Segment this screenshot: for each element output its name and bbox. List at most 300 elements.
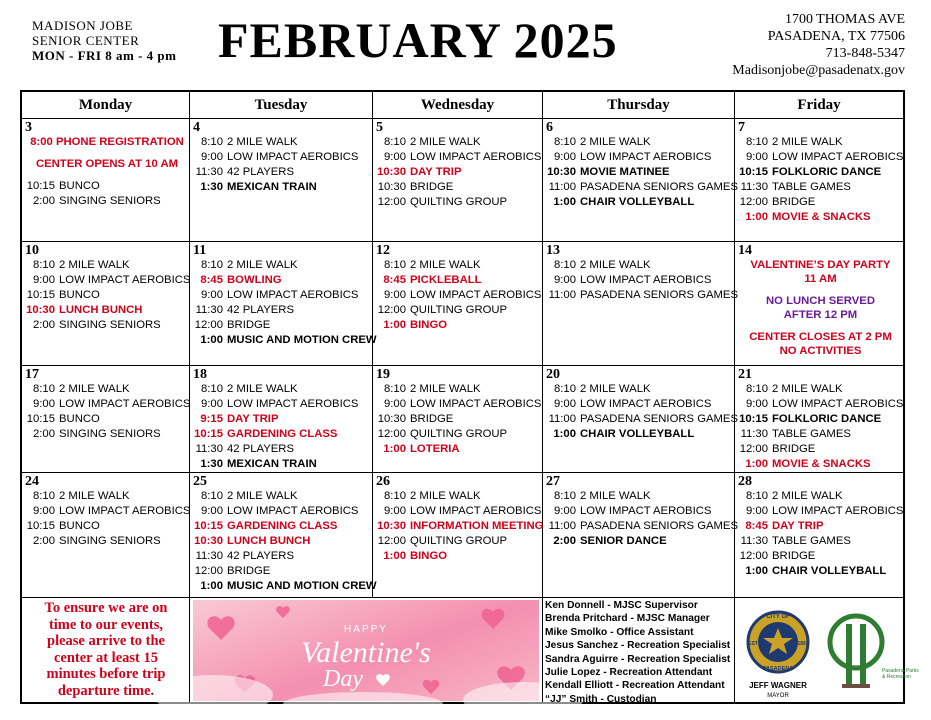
day-cell bbox=[190, 119, 372, 241]
seal-year: 1893 bbox=[797, 641, 809, 647]
event-name: GARDENING CLASS bbox=[227, 520, 338, 532]
event-time: 12:00 bbox=[194, 565, 223, 577]
event bbox=[546, 150, 734, 165]
day-header-thursday: Thursday bbox=[607, 96, 670, 113]
event-time: 8:45 bbox=[200, 274, 223, 286]
event bbox=[738, 504, 903, 519]
event-time: 8:10 bbox=[554, 259, 576, 271]
event-name: BUNCO bbox=[59, 180, 100, 192]
event bbox=[193, 150, 372, 165]
event bbox=[738, 397, 903, 412]
event-time: 8:10 bbox=[33, 383, 55, 395]
event bbox=[546, 258, 734, 273]
event-time: 8:10 bbox=[33, 259, 55, 271]
day-header-tuesday: Tuesday bbox=[254, 96, 308, 113]
event bbox=[193, 288, 372, 303]
event bbox=[193, 457, 372, 472]
event-name: LOW IMPACT AEROBICS bbox=[410, 398, 542, 410]
event bbox=[376, 303, 542, 318]
event-time: 10:15 bbox=[26, 289, 55, 301]
event-time: 9:00 bbox=[554, 505, 576, 517]
event bbox=[376, 549, 542, 564]
event bbox=[193, 534, 372, 549]
event bbox=[546, 534, 734, 549]
event-name: SINGING SENIORS bbox=[59, 428, 161, 440]
seal-bottom-text: PASADENA bbox=[762, 666, 794, 672]
event bbox=[25, 504, 189, 519]
day-cell bbox=[373, 473, 542, 597]
event bbox=[193, 382, 372, 397]
event bbox=[738, 210, 903, 225]
event bbox=[25, 194, 189, 209]
event-time: 11:00 bbox=[548, 413, 576, 425]
event-time: 8:45 bbox=[383, 274, 406, 286]
event bbox=[25, 288, 189, 303]
event-time: 1:30 bbox=[200, 181, 223, 193]
event-name: 2 MILE WALK bbox=[580, 490, 651, 502]
day-cell bbox=[373, 119, 542, 241]
event bbox=[546, 504, 734, 519]
date-number: 25 bbox=[193, 474, 207, 489]
event-name: BRIDGE bbox=[227, 565, 271, 577]
day-cell bbox=[373, 242, 542, 365]
event-time: 1:00 bbox=[200, 334, 223, 346]
event-name: LOW IMPACT AEROBICS bbox=[59, 398, 191, 410]
event bbox=[25, 303, 189, 318]
event-name: FOLKLORIC DANCE bbox=[772, 166, 882, 178]
spacer bbox=[738, 322, 903, 330]
heart-icon bbox=[423, 680, 439, 694]
day-cell bbox=[543, 473, 738, 597]
event bbox=[193, 489, 372, 504]
date-number: 14 bbox=[738, 243, 752, 258]
staff-member: Brenda Pritchard - MJSC Manager bbox=[545, 613, 710, 625]
event-name: TABLE GAMES bbox=[772, 535, 851, 547]
event-name: PASADENA SENIORS GAMES bbox=[580, 181, 738, 193]
event-name: BUNCO bbox=[59, 289, 100, 301]
event-name: DAY TRIP bbox=[772, 520, 824, 532]
center-info bbox=[32, 18, 176, 63]
event-time: 8:10 bbox=[746, 490, 768, 502]
event-name: 2 MILE WALK bbox=[227, 490, 298, 502]
event-name: MOVIE MATINEE bbox=[580, 166, 670, 178]
event-time: 12:00 bbox=[194, 319, 223, 331]
event-name: BINGO bbox=[410, 550, 448, 562]
cell-notice: NO LUNCH SERVED bbox=[765, 295, 875, 307]
date-number: 6 bbox=[546, 120, 553, 135]
event-time: 9:00 bbox=[201, 398, 223, 410]
event-name: MOVIE & SNACKS bbox=[772, 211, 871, 223]
staff-member: Sandra Aguirre - Recreation Specialist bbox=[545, 653, 731, 665]
event-time: 9:00 bbox=[201, 505, 223, 517]
event bbox=[546, 195, 734, 210]
event-time: 11:30 bbox=[195, 550, 223, 562]
event bbox=[546, 412, 738, 427]
event-time: 9:00 bbox=[201, 151, 223, 163]
event-name: QUILTING GROUP bbox=[410, 304, 508, 316]
event-time: 10:15 bbox=[26, 520, 55, 532]
event-name: 42 PLAYERS bbox=[227, 166, 294, 178]
event-name: 2 MILE WALK bbox=[410, 136, 481, 148]
event bbox=[738, 180, 903, 195]
event-name: 2 MILE WALK bbox=[227, 383, 298, 395]
parks-recreation-logo bbox=[826, 606, 919, 700]
event bbox=[25, 318, 189, 333]
event-time: 1:00 bbox=[553, 428, 576, 440]
event bbox=[25, 273, 189, 288]
event-name: LOW IMPACT AEROBICS bbox=[772, 151, 904, 163]
event-time: 12:00 bbox=[739, 443, 768, 455]
date-number: 24 bbox=[25, 474, 39, 489]
event-name: 2 MILE WALK bbox=[59, 490, 130, 502]
event bbox=[376, 195, 542, 210]
staff-member: Ken Donnell - MJSC Supervisor bbox=[545, 600, 698, 611]
cell-notice: AFTER 12 PM bbox=[783, 309, 858, 321]
event-time: 2:00 bbox=[33, 195, 55, 207]
event bbox=[193, 135, 372, 150]
event-time: 11:00 bbox=[548, 520, 576, 532]
event-name: LOW IMPACT AEROBICS bbox=[227, 398, 359, 410]
event-time: 10:15 bbox=[26, 180, 55, 192]
event-name: SINGING SENIORS bbox=[59, 535, 161, 547]
event-time: 9:00 bbox=[746, 151, 768, 163]
event-name: 2 MILE WALK bbox=[772, 383, 843, 395]
event bbox=[546, 427, 734, 442]
event bbox=[193, 549, 372, 564]
event bbox=[376, 165, 542, 180]
event bbox=[546, 165, 734, 180]
event-time: 1:00 bbox=[383, 319, 406, 331]
event bbox=[738, 534, 903, 549]
event bbox=[738, 135, 903, 150]
event-time: 11:30 bbox=[195, 443, 223, 455]
cell-notice: 11 AM bbox=[804, 273, 837, 285]
event-name: QUILTING GROUP bbox=[410, 535, 508, 547]
event-time: 9:00 bbox=[746, 398, 768, 410]
arrival-notice-line: center at least 15 bbox=[53, 649, 158, 666]
event-time: 1:00 bbox=[553, 196, 576, 208]
event-time: 10:15 bbox=[194, 428, 223, 440]
valentines-banner bbox=[193, 600, 539, 701]
event-time: 1:00 bbox=[200, 580, 223, 592]
event bbox=[738, 549, 903, 564]
staff-member: Jesus Sanchez - Recreation Specialist bbox=[545, 640, 731, 652]
event-name: LOW IMPACT AEROBICS bbox=[410, 151, 542, 163]
event-name: MEXICAN TRAIN bbox=[227, 458, 317, 470]
day-cell bbox=[22, 119, 189, 241]
event-time: 1:00 bbox=[745, 565, 768, 577]
event-time: 9:00 bbox=[33, 398, 55, 410]
event bbox=[193, 397, 372, 412]
day-cell bbox=[373, 366, 542, 472]
event-name: BUNCO bbox=[59, 520, 100, 532]
event bbox=[25, 382, 189, 397]
event-name: MOVIE & SNACKS bbox=[772, 458, 871, 470]
event-name: 2 MILE WALK bbox=[580, 383, 651, 395]
event-name: BOWLING bbox=[227, 274, 282, 286]
event bbox=[738, 519, 903, 534]
parks-bar-right bbox=[860, 624, 866, 684]
event bbox=[193, 427, 372, 442]
arrival-notice bbox=[26, 600, 186, 699]
address-line2: PASADENA, TX 77506 bbox=[767, 29, 905, 44]
event-time: 9:00 bbox=[554, 151, 576, 163]
heart-icon bbox=[482, 609, 505, 629]
event-name: LUNCH BUNCH bbox=[59, 304, 143, 316]
event-time: 1:00 bbox=[745, 211, 768, 223]
event bbox=[738, 427, 903, 442]
staff-member: Julie Lopez - Recreation Attendant bbox=[545, 667, 713, 679]
event-name: BUNCO bbox=[59, 413, 100, 425]
event bbox=[193, 442, 372, 457]
event bbox=[738, 165, 903, 180]
event-name: LOW IMPACT AEROBICS bbox=[227, 151, 359, 163]
event-name: QUILTING GROUP bbox=[410, 428, 508, 440]
day-header-friday: Friday bbox=[797, 96, 841, 113]
org-name-line2: SENIOR CENTER bbox=[32, 33, 140, 48]
page-title: FEBRUARY 2025 bbox=[218, 12, 618, 68]
event bbox=[25, 412, 189, 427]
banner-happy: HAPPY bbox=[344, 624, 388, 635]
event bbox=[376, 397, 542, 412]
date-number: 11 bbox=[193, 243, 207, 258]
event-name: BRIDGE bbox=[410, 413, 454, 425]
event-time: 9:00 bbox=[33, 274, 55, 286]
event-name: QUILTING GROUP bbox=[410, 196, 508, 208]
event-name: 2 MILE WALK bbox=[59, 259, 130, 271]
day-cell bbox=[190, 473, 377, 597]
event bbox=[193, 564, 372, 579]
event bbox=[193, 258, 372, 273]
event-time: 12:00 bbox=[377, 304, 406, 316]
date-number: 3 bbox=[25, 120, 32, 135]
event-name: 2 MILE WALK bbox=[410, 383, 481, 395]
event-name: PICKLEBALL bbox=[410, 274, 482, 286]
event-time: 11:30 bbox=[740, 181, 768, 193]
event-time: 9:00 bbox=[33, 505, 55, 517]
arrival-notice-line: time to our events, bbox=[48, 616, 164, 633]
event-time: 8:10 bbox=[201, 136, 223, 148]
event-time: 2:00 bbox=[33, 428, 55, 440]
event-time: 11:00 bbox=[548, 289, 576, 301]
event bbox=[376, 382, 542, 397]
event-time: 8:45 bbox=[745, 520, 768, 532]
event bbox=[193, 273, 372, 288]
parks-text-2: & Recreation bbox=[882, 674, 911, 680]
event-time: 10:30 bbox=[26, 304, 55, 316]
day-cell bbox=[190, 366, 372, 472]
event bbox=[738, 457, 903, 472]
event-time: 2:00 bbox=[33, 319, 55, 331]
event-time: 8:10 bbox=[201, 490, 223, 502]
banner-day: Day bbox=[323, 666, 363, 692]
event bbox=[376, 273, 542, 288]
event bbox=[193, 165, 372, 180]
day-cell bbox=[735, 119, 903, 241]
event-name: 2 MILE WALK bbox=[59, 383, 130, 395]
event bbox=[738, 195, 903, 210]
event-time: 9:00 bbox=[384, 151, 406, 163]
event-name: TABLE GAMES bbox=[772, 428, 851, 440]
arrival-notice-line: To ensure we are on bbox=[44, 600, 168, 616]
event-time: 8:10 bbox=[746, 383, 768, 395]
event bbox=[193, 333, 377, 348]
event-name: BRIDGE bbox=[410, 181, 454, 193]
date-number: 20 bbox=[546, 367, 560, 382]
event-name: MEXICAN TRAIN bbox=[227, 181, 317, 193]
event bbox=[376, 442, 542, 457]
date-number: 18 bbox=[193, 367, 207, 382]
event-time: 12:00 bbox=[377, 535, 406, 547]
event bbox=[376, 318, 542, 333]
day-header-monday: Monday bbox=[78, 96, 133, 113]
event bbox=[546, 273, 734, 288]
day-cell bbox=[22, 473, 189, 597]
event-time: 1:00 bbox=[383, 443, 406, 455]
org-name-line1: MADISON JOBE bbox=[32, 18, 133, 33]
event-time: 1:30 bbox=[200, 458, 223, 470]
event-name: BINGO bbox=[410, 319, 448, 331]
day-cell bbox=[190, 242, 377, 365]
event-time: 1:00 bbox=[383, 550, 406, 562]
event bbox=[193, 519, 372, 534]
event-time: 11:00 bbox=[548, 181, 576, 193]
day-cell bbox=[22, 366, 189, 472]
event bbox=[25, 258, 189, 273]
event-name: 2 MILE WALK bbox=[227, 136, 298, 148]
event-time: 8:10 bbox=[384, 136, 406, 148]
event-time: 11:30 bbox=[740, 535, 768, 547]
event-time: 10:30 bbox=[377, 413, 406, 425]
city-seal-logo bbox=[738, 606, 822, 700]
event-name: LOW IMPACT AEROBICS bbox=[580, 505, 712, 517]
staff-list bbox=[545, 599, 730, 706]
event-time: 11:30 bbox=[195, 166, 223, 178]
cell-notice: 8:00 PHONE REGISTRATION bbox=[30, 136, 184, 148]
event-time: 9:00 bbox=[746, 505, 768, 517]
event bbox=[25, 179, 189, 194]
event-name: 2 MILE WALK bbox=[410, 490, 481, 502]
event bbox=[546, 288, 738, 303]
week-rule bbox=[22, 597, 903, 598]
event-name: LOW IMPACT AEROBICS bbox=[410, 289, 542, 301]
event-name: LOTERIA bbox=[410, 443, 460, 455]
spacer bbox=[738, 286, 903, 294]
date-number: 4 bbox=[193, 120, 200, 135]
arrival-notice-line: please arrive to the bbox=[47, 633, 165, 649]
event bbox=[738, 442, 903, 457]
day-cell bbox=[543, 119, 738, 241]
event-name: LOW IMPACT AEROBICS bbox=[580, 274, 712, 286]
event-time: 2:00 bbox=[33, 535, 55, 547]
day-cell bbox=[543, 242, 738, 365]
event-name: LOW IMPACT AEROBICS bbox=[772, 505, 904, 517]
event-name: GARDENING CLASS bbox=[227, 428, 338, 440]
event-name: FOLKLORIC DANCE bbox=[772, 413, 882, 425]
event bbox=[738, 564, 903, 579]
event bbox=[376, 258, 542, 273]
event bbox=[376, 489, 542, 504]
event-name: BRIDGE bbox=[772, 196, 816, 208]
event-name: PASADENA SENIORS GAMES bbox=[580, 289, 738, 301]
banner-valentines: Valentine's bbox=[301, 636, 431, 669]
event-name: LOW IMPACT AEROBICS bbox=[227, 505, 359, 517]
arrival-notice-line: minutes before trip bbox=[46, 666, 166, 682]
email: Madisonjobe@pasadenatx.gov bbox=[732, 63, 905, 78]
event bbox=[738, 382, 903, 397]
calendar-grid bbox=[20, 90, 919, 705]
heart-icon bbox=[376, 674, 390, 686]
parks-text-1: Pasadena Parks bbox=[882, 668, 919, 674]
event-name: LOW IMPACT AEROBICS bbox=[59, 274, 191, 286]
date-number: 28 bbox=[738, 474, 752, 489]
spacer bbox=[25, 149, 189, 157]
event-name: 2 MILE WALK bbox=[772, 490, 843, 502]
event-time: 8:10 bbox=[201, 383, 223, 395]
event bbox=[738, 150, 903, 165]
event-time: 9:00 bbox=[384, 398, 406, 410]
staff-member: “JJ” Smith - Custodian bbox=[545, 693, 657, 705]
event bbox=[546, 489, 734, 504]
event bbox=[25, 489, 189, 504]
cell-notice: CENTER CLOSES AT 2 PM bbox=[749, 331, 892, 343]
event-name: CHAIR VOLLEYBALL bbox=[580, 196, 695, 208]
event-time: 8:10 bbox=[746, 136, 768, 148]
event bbox=[193, 504, 372, 519]
event bbox=[546, 180, 738, 195]
event-name: 2 MILE WALK bbox=[580, 136, 651, 148]
event bbox=[193, 412, 372, 427]
event-name: 42 PLAYERS bbox=[227, 550, 294, 562]
day-cell bbox=[735, 242, 903, 365]
event bbox=[376, 135, 542, 150]
hours: MON - FRI 8 am - 4 pm bbox=[32, 48, 177, 63]
event-name: TABLE GAMES bbox=[772, 181, 851, 193]
event bbox=[376, 412, 542, 427]
event-time: 9:00 bbox=[201, 289, 223, 301]
event-name: MUSIC AND MOTION CREW bbox=[227, 334, 377, 346]
event-time: 11:30 bbox=[740, 428, 768, 440]
phone: 713-848-5347 bbox=[825, 46, 905, 61]
date-number: 19 bbox=[376, 367, 390, 382]
parks-ring bbox=[830, 616, 882, 668]
event-time: 8:10 bbox=[384, 259, 406, 271]
day-header-wednesday: Wednesday bbox=[420, 96, 495, 113]
event bbox=[193, 318, 372, 333]
event-name: BRIDGE bbox=[772, 443, 816, 455]
arrival-notice-line: departure time. bbox=[57, 682, 155, 699]
cell-notice: VALENTINE’S DAY PARTY bbox=[750, 259, 891, 271]
date-number: 21 bbox=[738, 367, 752, 382]
event-time: 12:00 bbox=[377, 196, 406, 208]
event-time: 9:00 bbox=[554, 274, 576, 286]
event bbox=[376, 288, 542, 303]
cell-notice: NO ACTIVITIES bbox=[779, 345, 862, 357]
event bbox=[376, 534, 542, 549]
event bbox=[376, 427, 542, 442]
event-name: LOW IMPACT AEROBICS bbox=[580, 151, 712, 163]
event-time: 12:00 bbox=[739, 196, 768, 208]
date-number: 7 bbox=[738, 120, 745, 135]
event-time: 12:00 bbox=[377, 428, 406, 440]
event-time: 12:00 bbox=[739, 550, 768, 562]
contact-info bbox=[732, 11, 905, 79]
event-name: SINGING SENIORS bbox=[59, 319, 161, 331]
event-name: LOW IMPACT AEROBICS bbox=[580, 398, 712, 410]
event-name: 2 MILE WALK bbox=[410, 259, 481, 271]
event-time: 8:10 bbox=[384, 490, 406, 502]
day-cell bbox=[543, 366, 738, 472]
